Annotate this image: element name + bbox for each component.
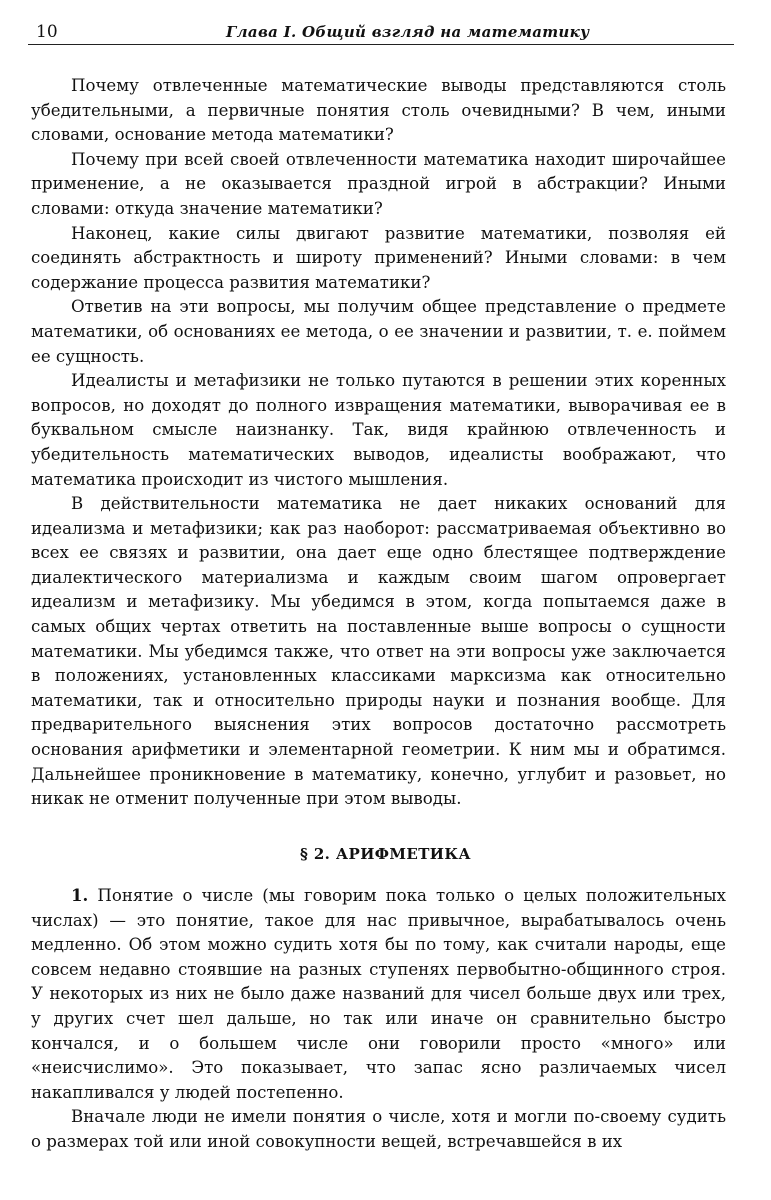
paragraph (31, 883, 726, 1105)
running-head (28, 18, 734, 45)
paragraph: В действительности математика не дает никаких оснований для идеализма и метафизики; как раз наоборот: рассматриваемая объективно во всех ее связях и развитии, она дает еще одно блестящее подтверждение диалектического материализма и каждым своим шагом опровергает идеализм и метафизику. Мы убедимся в этом, когда попытаемся даже в самых общих чертах ответить на поставленные выше вопросы о сущности математики. Мы убедимся также, что ответ на эти вопросы уже заключается в положениях, установленных классиками марксизма как относительно математики, так и относительно природы науки и познания вообще. Для предварительного выяснения этих вопросов достаточно рассмотреть основания арифметики и элементарной геометрии. К ним мы и обратимся. Дальнейшее проникновение в математику, конечно, углубит и разовьет, но никак не отменит полученные при этом выводы. (31, 494, 726, 809)
page-number: 10 (36, 22, 58, 42)
paragraph: Почему отвлеченные математические выводы представляются столь убедительными, а первичные понятия столь очевидными? В чем, иными словами, основание метода математики? (31, 76, 726, 145)
paragraph: Наконец, какие силы двигают развитие математики, позволяя ей соединять абстрактность и широту применений? Иными словами: в чем содержание процесса развития математики? (31, 223, 726, 292)
section-heading: § 2. АРИФМЕТИКА (299, 845, 472, 863)
body-text-top (31, 74, 726, 812)
paragraph: Ответив на эти вопросы, мы получим общее представление о предмете математики, об основаниях ее метода, о ее значении и развитии, т. е. поймем ее сущность. (31, 297, 726, 366)
paragraph-number: 1. (71, 885, 89, 905)
paragraph: Вначале люди не имели понятия о числе, хотя и могли по-своему судить о размерах той или иной совокупности вещей, встречавшейся в их (31, 1107, 726, 1151)
paragraph: Идеалисты и метафизики не только путаются в решении этих коренных вопросов, но доходят до полного извращения математики, выворачивая ее в буквальном смысле наизнанку. Так, видя крайнюю отвлеченность и убедительность математических выводов, идеалисты воображают, что математика происходит из чистого мышления. (31, 371, 726, 489)
body-text-bottom (31, 883, 726, 1155)
paragraph-text: Понятие о числе (мы говорим пока только о целых положительных числах) — это понятие, такое для нас привычное, вырабатывалось очень медленно. Об этом можно судить хотя бы по тому, как считали народы, еще совсем недавно стоявшие на разных ступенях первобытно-общинного строя. У некоторых из них не было даже названий для чисел больше двух или трех, у других счет шел дальше, но так или иначе он сравнительно быстро кончался, и о большем числе они говорили просто «много» или «неисчислимо». Это показывает, что запас ясно различаемых чисел накапливался у людей постепенно. (31, 886, 726, 1102)
chapter-title: Глава I. Общий взгляд на математику (226, 23, 590, 41)
paragraph: Почему при всей своей отвлеченности математика находит широчайшее применение, а не оказывается праздной игрой в абстракции? Иными словами: откуда значение математики? (31, 149, 726, 218)
